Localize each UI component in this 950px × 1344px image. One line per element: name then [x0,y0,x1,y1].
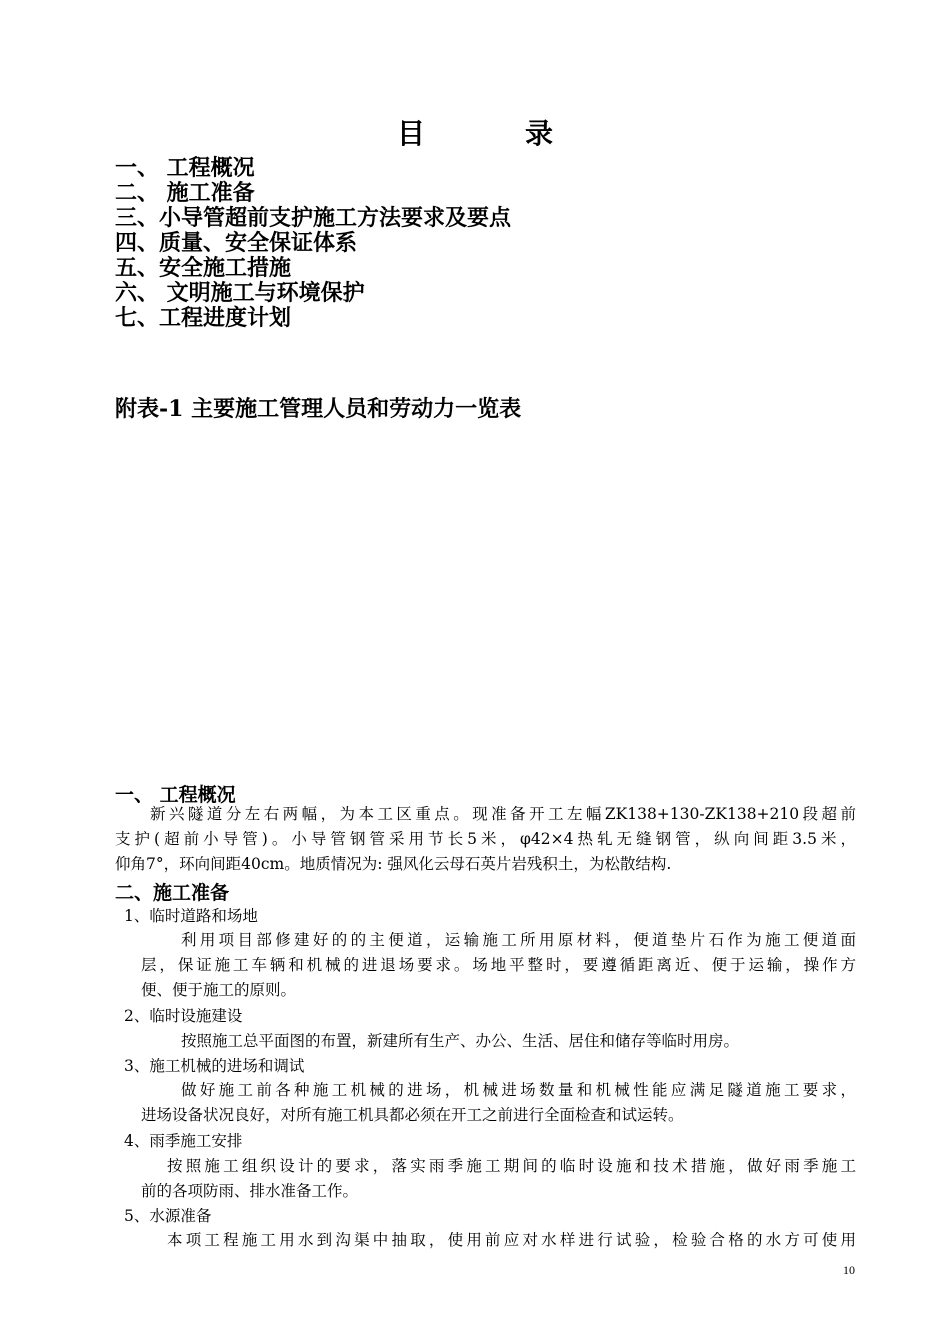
subsection-4-line-1: 按照施工组织设计的要求，落实雨季施工期间的临时设施和技术措施，做好雨季施工 [167,1157,856,1175]
page-number: 10 [843,1263,855,1277]
section1-line-1: 新兴隧道分左右两幅，为本工区重点。现准备开工左幅ZK138+130-ZK138+210段超前 [150,805,856,823]
toc-item-1: 一、 工程概况 [115,155,255,181]
subsection-3-line-1: 做好施工前各种施工机械的进场，机械进场数量和机械性能应满足隧道施工要求， [181,1081,856,1099]
section2-heading: 二、施工准备 [115,882,230,904]
toc-item-2: 二、 施工准备 [115,180,255,206]
subsection-title-3: 3、施工机械的进场和调试 [124,1057,305,1075]
subsection-title-2: 2、临时设施建设 [124,1007,243,1025]
section1-line-3: 仰角7°，环向间距40cm。地质情况为: 强风化云母石英片岩残积土，为松散结构. [115,855,672,873]
subsection-title-1: 1、临时道路和场地 [124,907,258,925]
toc-title: 目 录 [396,117,553,150]
section1-line-2: 支护(超前小导管)。小导管钢管采用节长5米，φ42×4热轧无缝钢管，纵向间距3.5米， [115,830,856,848]
toc-item-4: 四、质量、安全保证体系 [115,230,358,256]
subsection-title-5: 5、水源准备 [124,1207,212,1225]
toc-item-7: 七、工程进度计划 [115,305,292,331]
subsection-1-line-3: 便、便于施工的原则。 [141,981,297,999]
subsection-title-4: 4、雨季施工安排 [124,1132,243,1150]
subsection-1-line-1: 利用项目部修建好的的主便道，运输施工所用原材料，便道垫片石作为施工便道面 [181,931,856,949]
subsection-2-line-1: 按照施工总平面图的布置，新建所有生产、办公、生活、居住和储存等临时用房。 [181,1032,740,1050]
subsection-4-line-2: 前的各项防雨、排水准备工作。 [141,1182,359,1200]
subsection-5-line-1: 本项工程施工用水到沟渠中抽取，使用前应对水样进行试验，检验合格的水方可使用 [167,1231,856,1249]
toc-item-3: 三、小导管超前支护施工方法要求及要点 [115,205,512,231]
toc-item-5: 五、安全施工措施 [115,255,292,281]
subsection-1-line-2: 层，保证施工车辆和机械的进退场要求。场地平整时，要遵循距离近、便于运输，操作方 [141,956,856,974]
section1-heading: 一、 工程概况 [115,784,236,806]
subsection-3-line-2: 进场设备状况良好，对所有施工机具都必须在开工之前进行全面检查和试运转。 [141,1106,684,1124]
appendix-title: 附表-1 主要施工管理人员和劳动力一览表 [115,396,522,422]
toc-item-6: 六、 文明施工与环境保护 [115,280,365,306]
